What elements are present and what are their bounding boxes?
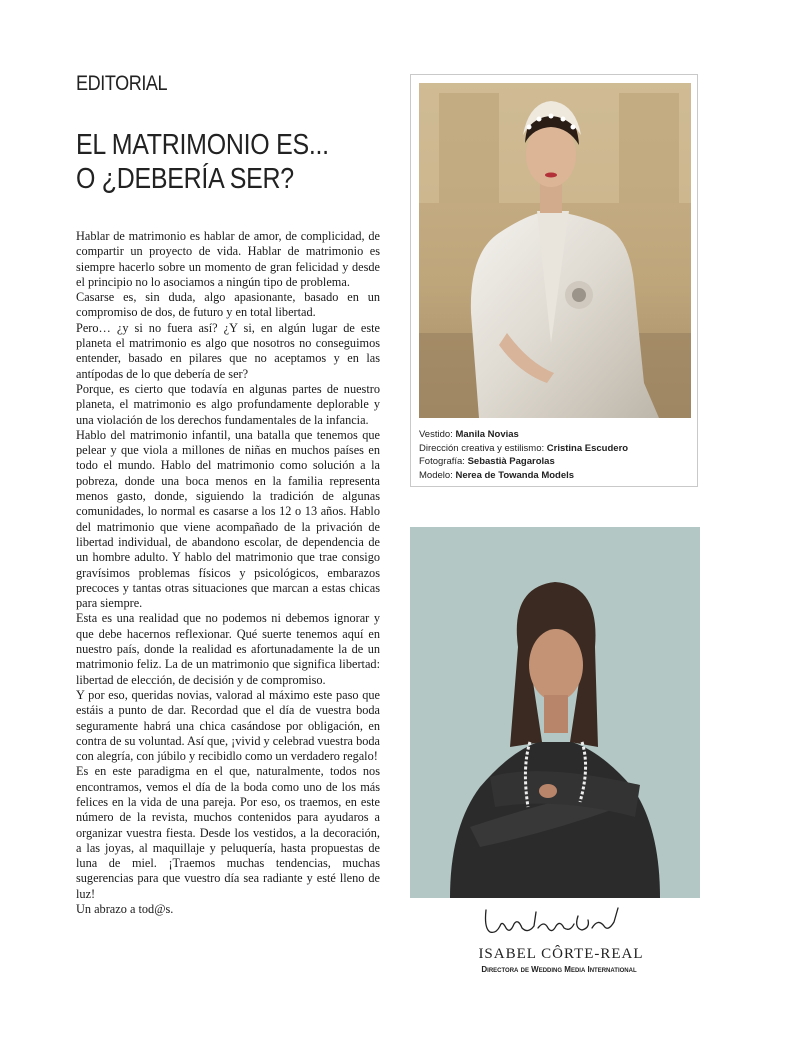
author-portrait <box>410 527 700 898</box>
article-body <box>76 229 380 917</box>
title-line-2: O ¿DEBERÍA SER? <box>76 163 294 195</box>
title-line-1: EL MATRIMONIO ES... <box>76 129 329 161</box>
credit-dress: Vestido: Manila Novias <box>419 429 519 440</box>
paragraph: Casarse es, sin duda, algo apasionante, basado en un compromiso de dos, de futuro y en total libertad. <box>76 290 380 320</box>
section-label: EDITORIAL <box>76 72 168 95</box>
bride-photo-frame <box>410 74 698 487</box>
paragraph: Hablo del matrimonio infantil, una batalla que tenemos que pelear y que viola a millones de niñas en muchos países en todo el mundo. Hablo del matrimonio como solución a la pobreza, donde una boca menos en la familia representa menos gasto, donde, siguiendo la tradición de algunas comunidades, lo normal es casarse a los 12 o 13 años. Hablo del matrimonio que viene acompañado de la privación de libertad individual, de abandono escolar, de dependencia de un hombre adulto. Y hablo del matrimonio que trae consigo gravísimos problemas físicos y psicológicos, embarazos precoces y tantas otras situaciones que marcan a estas chicas para siempre. <box>76 427 380 611</box>
paragraph: Hablar de matrimonio es hablar de amor, de complicidad, de compartir un proyecto de vida. Hablar de matrimonio es siempre hacerlo sobre un momento de gran felicidad y desde el principio no lo asociamos a ningún tipo de problema. <box>76 229 380 289</box>
credit-model: Modelo: Nerea de Towanda Models <box>419 469 575 481</box>
paragraph: Un abrazo a tod@s. <box>76 902 174 917</box>
paragraph: Porque, es cierto que todavía en algunas partes de nuestro planeta, el matrimonio es algo profundamente deplorable y una violación de los derechos fundamentales de la infancia. <box>76 381 380 427</box>
signature-image <box>478 898 628 948</box>
paragraph: Y por eso, queridas novias, valorad al máximo este paso que estáis a punto de dar. Recordad que el día de vuestra boda seguramente habrá una chica casándose por obligación, en contra de su voluntad. Así que, ¡vivid y celebrad vuestra boda con alegría, con júbilo y recibidlo como un verdadero regalo! <box>76 687 380 764</box>
paragraph: Pero… ¿y si no fuera así? ¿Y si, en algún lugar de este planeta el matrimonio es algo que nosotros no conseguimos entender, basado en pilares que no aceptamos y en las antípodas de lo que debería de ser? <box>76 320 380 381</box>
credit-creative: Dirección creativa y estilismo: Cristina Escudero <box>419 442 629 454</box>
photo-credits <box>419 428 628 482</box>
author-role: Directora de Wedding Media International <box>481 965 637 974</box>
paragraph: Esta es una realidad que no podemos ni debemos ignorar y que debe hacernos reflexionar. Qué suerte tenemos aquí en nuestro país, donde la realidad es afortunadamente la de un matrimonio feliz. La de un matrimonio que significa libertad: libertad de elección, de decisión y de compromiso. <box>76 611 380 687</box>
paragraph: Es en este paradigma en el que, naturalmente, todos nos encontramos, vemos el día de la boda como uno de los más felices en la vida de una pareja. Por eso, os traemos, en este número de la revista, muchos contenidos para ayudaros a organizar vuestra fiesta. Desde los vestidos, a la decoración, a las joyas, al maquillaje y peluquería, hasta propuestas de luna de miel. ¡Traemos muchas tendencias, muchas sugerencias para que vuestro día sea radiante y esté lleno de luz! <box>76 764 380 901</box>
bride-photo <box>419 83 691 418</box>
author-name: ISABEL CÔRTE-REAL <box>478 946 644 962</box>
page-title <box>76 128 329 196</box>
credit-photography: Fotografía: Sebastià Pagarolas <box>419 456 555 467</box>
